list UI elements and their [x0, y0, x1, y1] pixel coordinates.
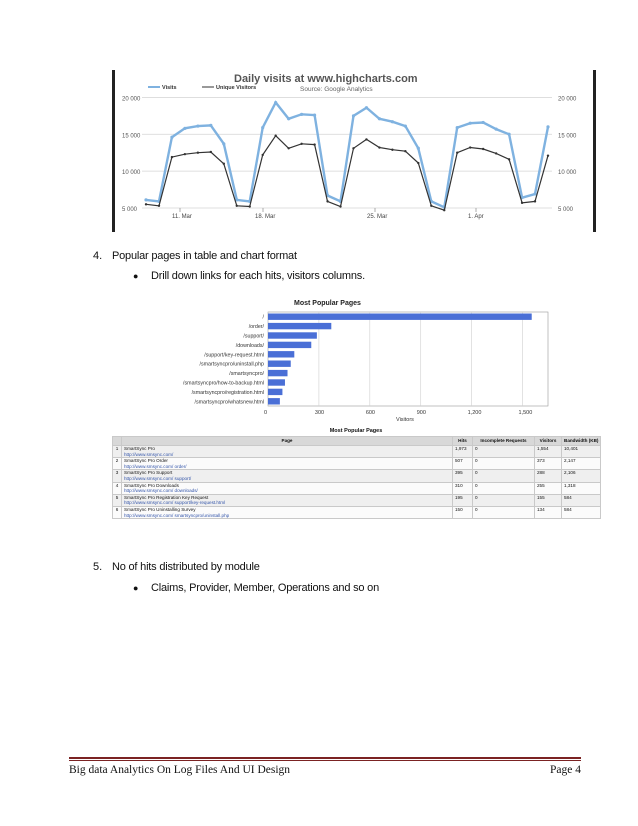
- hits-cell[interactable]: 150: [453, 506, 473, 518]
- bar-chart-svg: [112, 296, 552, 430]
- x-tick-label: 11. Mar: [172, 214, 192, 220]
- bar-chart-title: Most Popular Pages: [294, 300, 361, 307]
- y-tick-left: 10 000: [122, 170, 141, 177]
- chart-frame-left: [112, 70, 115, 232]
- footer-rule: [69, 757, 581, 759]
- visitors-cell[interactable]: 373: [535, 458, 562, 470]
- legend-label-unique: Unique Visitors: [216, 85, 257, 91]
- page-title: SmartSync Pro Order: [124, 458, 168, 464]
- data-point: [546, 125, 549, 128]
- col-visitors[interactable]: Visitors: [535, 437, 562, 446]
- y-tick-left: 20 000: [122, 96, 141, 103]
- bar-category-label: /support/: [243, 333, 264, 340]
- data-point: [456, 151, 458, 153]
- data-point: [404, 150, 406, 152]
- data-point: [508, 158, 510, 160]
- col-index: [113, 437, 122, 446]
- data-point: [378, 117, 381, 120]
- incomplete-cell: 0: [473, 470, 535, 482]
- bar: [268, 342, 311, 348]
- data-point: [171, 156, 173, 158]
- hits-cell[interactable]: 195: [453, 494, 473, 506]
- data-point: [339, 205, 341, 207]
- list-item-5: No of hits distributed by module: [112, 561, 260, 573]
- bar-category-label: /smartsyncpro/uninstall.php: [199, 361, 264, 368]
- page-number: Page 4: [550, 764, 581, 776]
- row-index: 4: [113, 482, 122, 494]
- data-point: [482, 148, 484, 150]
- bandwidth-cell: 2,147: [562, 458, 601, 470]
- table-row: [113, 506, 601, 518]
- hits-cell[interactable]: 395: [453, 470, 473, 482]
- bar: [268, 398, 280, 404]
- daily-visits-chart: [112, 70, 596, 232]
- table-row: [113, 446, 601, 458]
- data-point: [170, 136, 173, 139]
- data-point: [274, 135, 276, 137]
- bandwidth-cell: 1,318: [562, 482, 601, 494]
- bandwidth-cell: 10,401: [562, 446, 601, 458]
- row-index: 6: [113, 506, 122, 518]
- legend-label-visits: Visits: [162, 85, 177, 91]
- x-tick-label: 18. Mar: [255, 214, 276, 220]
- bar-x-tick: 1,500: [518, 410, 533, 416]
- page-title: SmartSync Pro Downloads: [124, 482, 179, 488]
- bar: [268, 370, 288, 376]
- bar-category-label: /support/key-request.html: [204, 352, 264, 359]
- page-link[interactable]: http://www.smsync.com/: [124, 451, 174, 457]
- col-bandwidth[interactable]: Bandwidth (KB): [562, 437, 601, 446]
- incomplete-cell: 0: [473, 482, 535, 494]
- page-cell: [122, 506, 453, 518]
- footer-rule-thin: [69, 760, 581, 761]
- data-point: [261, 126, 264, 129]
- visitors-cell[interactable]: 288: [535, 470, 562, 482]
- page-link[interactable]: http://www.smsync.com/ downloads/: [124, 488, 198, 494]
- data-point: [430, 205, 432, 207]
- row-index: 3: [113, 470, 122, 482]
- bar-category-label: /downloads/: [235, 342, 264, 349]
- data-point: [184, 153, 186, 155]
- data-point: [287, 117, 290, 120]
- bar: [268, 332, 317, 338]
- data-point: [352, 147, 354, 149]
- page-cell: [122, 446, 453, 458]
- bar-category-label: /smartsyncpro/how-to-backup.html: [183, 380, 264, 387]
- bandwidth-cell: 2,106: [562, 470, 601, 482]
- page-cell: [122, 494, 453, 506]
- data-point: [391, 120, 394, 123]
- col-incomplete[interactable]: Incomplete Requests: [473, 437, 535, 446]
- page-cell: [122, 458, 453, 470]
- data-point: [249, 205, 251, 207]
- data-point: [391, 149, 393, 151]
- bar: [268, 351, 294, 357]
- popular-pages-table: [112, 427, 600, 519]
- y-tick-left: 5 000: [122, 207, 138, 213]
- data-point: [495, 152, 497, 154]
- y-tick-right: 20 000: [558, 96, 577, 103]
- data-point: [262, 154, 264, 156]
- data-point: [365, 106, 368, 109]
- bar-category-label: /: [262, 314, 264, 321]
- bar-category-label: /smartsyncpro/registration.html: [191, 389, 264, 396]
- hits-cell[interactable]: 1,973: [453, 446, 473, 458]
- bar-x-tick: 900: [416, 410, 426, 416]
- data-point: [469, 146, 471, 148]
- bar-x-tick: 0: [264, 410, 268, 416]
- incomplete-cell: 0: [473, 494, 535, 506]
- page-title: SmartSync Pro Support: [124, 470, 173, 476]
- list-bullet-5: Claims, Provider, Member, Operations and so on: [151, 582, 380, 594]
- row-index: 2: [113, 458, 122, 470]
- data-point: [521, 202, 523, 204]
- data-point: [144, 198, 147, 201]
- bandwidth-cell: 584: [562, 506, 601, 518]
- bar-category-label: /smartsyncpro/whatsnew.html: [194, 399, 264, 406]
- incomplete-cell: 0: [473, 506, 535, 518]
- data-point: [365, 138, 367, 140]
- hits-cell[interactable]: 507: [453, 458, 473, 470]
- data-point: [456, 126, 459, 129]
- visitors-cell[interactable]: 1,554: [535, 446, 562, 458]
- y-tick-right: 10 000: [558, 170, 577, 177]
- data-point: [378, 146, 380, 148]
- chart-subtitle: Source: Google Analytics: [300, 86, 373, 93]
- bar-x-tick: 1,200: [467, 410, 482, 416]
- data-point: [404, 125, 407, 128]
- list-bullet-4: Drill down links for each hits, visitors columns.: [151, 270, 365, 282]
- bullet-icon: ●: [133, 583, 139, 593]
- data-point: [352, 114, 355, 117]
- data-point: [274, 101, 277, 104]
- data-point: [507, 133, 510, 136]
- col-hits[interactable]: Hits: [453, 437, 473, 446]
- bar-x-tick: 300: [314, 410, 325, 416]
- data-point: [495, 127, 498, 130]
- data-point: [223, 163, 225, 165]
- data-point: [209, 124, 212, 127]
- page-link[interactable]: http://www.smsync.com/ order/: [124, 463, 187, 469]
- list-number-4: 4.: [93, 250, 103, 262]
- data-point: [287, 147, 289, 149]
- col-page[interactable]: Page: [122, 437, 453, 446]
- bar: [268, 323, 331, 329]
- data-point: [313, 113, 316, 116]
- data-point: [158, 205, 160, 207]
- bar-x-label: Visitors: [396, 417, 414, 423]
- data-point: [313, 143, 315, 145]
- table-row: [113, 458, 601, 470]
- y-tick-left: 15 000: [122, 133, 141, 140]
- data-point: [222, 142, 225, 145]
- y-tick-right: 5 000: [558, 207, 574, 213]
- x-tick-label: 1. Apr: [468, 214, 484, 220]
- page-title: SmartSync Pro: [124, 446, 155, 451]
- data-point: [482, 121, 485, 124]
- page-title: SmartSync Pro Uninstalling Survey: [124, 506, 196, 512]
- page-link[interactable]: http://www.smsync.com/ support/key-request.html: [124, 500, 226, 506]
- y-tick-right: 15 000: [558, 133, 577, 140]
- data-point: [300, 113, 303, 116]
- incomplete-cell: 0: [473, 458, 535, 470]
- bar: [268, 389, 282, 395]
- row-index: 5: [113, 494, 122, 506]
- data-point: [145, 203, 147, 205]
- table-row: [113, 494, 601, 506]
- page-title: SmartSync Pro Registration Key Request: [124, 494, 209, 500]
- data-point: [417, 162, 419, 164]
- bandwidth-cell: 584: [562, 494, 601, 506]
- data-point: [469, 122, 472, 125]
- page-cell: [122, 482, 453, 494]
- list-number-5: 5.: [93, 561, 103, 573]
- line-chart-svg: [112, 70, 596, 232]
- data-point: [326, 200, 328, 202]
- bar-category-label: /order/: [248, 324, 264, 331]
- data-point: [236, 205, 238, 207]
- data-point: [210, 151, 212, 153]
- bullet-icon: ●: [133, 271, 139, 281]
- page-link[interactable]: http://www.smsync.com/ smartsyncpro/uninstall.php: [124, 512, 230, 518]
- table-row: [113, 470, 601, 482]
- incomplete-cell: 0: [473, 446, 535, 458]
- x-tick-label: 25. Mar: [367, 214, 388, 220]
- table-row: [113, 482, 601, 494]
- bar: [268, 379, 285, 385]
- list-item-4: Popular pages in table and chart format: [112, 250, 297, 262]
- data-point: [533, 192, 536, 195]
- page-link[interactable]: http://www.smsync.com/ support/: [124, 475, 192, 481]
- data-point: [534, 200, 536, 202]
- chart-frame-right: [593, 70, 596, 232]
- plot-area: [142, 90, 552, 208]
- data-point: [197, 151, 199, 153]
- row-index: 1: [113, 446, 122, 458]
- bar: [268, 361, 291, 367]
- bar: [268, 314, 532, 320]
- footer-title: Big data Analytics On Log Files And UI Design: [69, 764, 291, 776]
- chart-title: Daily visits at www.highcharts.com: [234, 73, 418, 85]
- visitors-cell[interactable]: 134: [535, 506, 562, 518]
- hits-cell[interactable]: 310: [453, 482, 473, 494]
- data-point: [183, 127, 186, 130]
- data-point: [417, 147, 420, 150]
- table-caption: Most Popular Pages: [329, 428, 383, 434]
- page-cell: [122, 470, 453, 482]
- data-point: [196, 125, 199, 128]
- bar-category-label: /smartsyncpro/: [229, 371, 264, 378]
- visitors-cell[interactable]: 155: [535, 494, 562, 506]
- data-point: [300, 143, 302, 145]
- data-point: [547, 154, 549, 156]
- visitors-cell[interactable]: 255: [535, 482, 562, 494]
- data-point: [443, 209, 445, 211]
- popular-pages-chart: [112, 296, 552, 430]
- bar-x-tick: 600: [365, 410, 376, 416]
